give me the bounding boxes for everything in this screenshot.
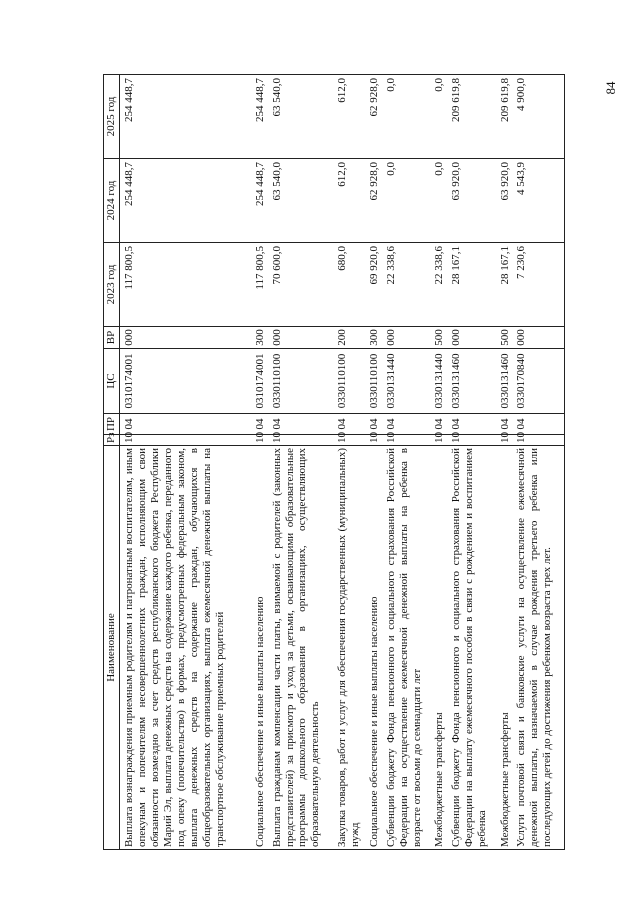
row-cs: 0310174001	[254, 349, 270, 414]
row-name: Услуги почтовой связи и банковские услуги на осуществление ежемесячной денежной выплаты, назначаемой в случае рождения третьего ребенка или последующих детей до достижения ребенком возраста трех лет.	[515, 446, 565, 850]
page-number: 84	[603, 81, 618, 95]
row-cs: 0330110100	[368, 349, 384, 414]
row-2023: 7 230,6	[515, 243, 565, 327]
row-2025: 0,0	[385, 75, 434, 159]
header-2024: 2024 год	[104, 159, 120, 243]
row-2024: 63 920,0	[499, 159, 515, 243]
row-name: Выплата вознаграждения приемным родителям и патронатным воспитателям, иным опекунам и попечителям несовершеннолетних граждан, исполняющим свои обязанности возмездно за счет средств республиканского бюджета Республики Марий Эл, выплата денежных средств на содержание каждого ребенка, переданного под опеку (попечительство) в формах, предусмотренных федеральным законом, выплата денежных средств на содержание граждан, обучающихся в общеобразовательных организациях, выплата ежемесячной денежной выплаты на транспортное обслуживание приемных родителей	[120, 446, 255, 850]
row-vr: 000	[271, 327, 336, 349]
header-2025: 2025 год	[104, 75, 120, 159]
row-pr: 04	[515, 414, 565, 435]
header-2023: 2023 год	[104, 243, 120, 327]
row-2023: 28 167,1	[499, 243, 515, 327]
row-pr: 04	[499, 414, 515, 435]
row-rz: 10	[385, 435, 434, 446]
row-vr: 500	[433, 327, 449, 349]
row-2024: 254 448,7	[254, 159, 270, 243]
row-pr: 04	[254, 414, 270, 435]
header-rz: Рз	[104, 435, 120, 446]
row-2025: 254 448,7	[120, 75, 255, 159]
header-pr: ПР	[104, 414, 120, 435]
table-header-row	[104, 75, 120, 850]
row-2023: 22 338,6	[433, 243, 449, 327]
row-vr: 000	[120, 327, 255, 349]
row-vr: 200	[336, 327, 369, 349]
table-row	[385, 75, 434, 850]
budget-table	[103, 74, 565, 850]
row-cs: 0330170840	[515, 349, 565, 414]
row-pr: 04	[271, 414, 336, 435]
row-2024: 254 448,7	[120, 159, 255, 243]
row-rz: 10	[499, 435, 515, 446]
row-rz: 10	[368, 435, 384, 446]
row-name: Закупка товаров, работ и услуг для обеспечения государственных (муниципальных) нужд	[336, 446, 369, 850]
row-vr: 000	[515, 327, 565, 349]
table-row	[450, 75, 499, 850]
row-pr: 04	[385, 414, 434, 435]
row-rz: 10	[254, 435, 270, 446]
row-name: Субвенции бюджету Фонда пенсионного и социального страхования Российской Федерации на осуществление ежемесячной денежной выплаты на ребенка в возрасте от восьми до семнадцати лет	[385, 446, 434, 850]
table-row	[336, 75, 369, 850]
table-row	[499, 75, 515, 850]
row-pr: 04	[368, 414, 384, 435]
row-2025: 209 619,8	[499, 75, 515, 159]
row-name: Социальное обеспечение и иные выплаты населению	[254, 446, 270, 850]
row-pr: 04	[450, 414, 499, 435]
row-cs: 0330131440	[433, 349, 449, 414]
row-2025: 254 448,7	[254, 75, 270, 159]
row-name: Социальное обеспечение и иные выплаты населению	[368, 446, 384, 850]
table-row	[433, 75, 449, 850]
table-row	[120, 75, 255, 850]
budget-table-sheet	[103, 75, 565, 850]
row-2023: 22 338,6	[385, 243, 434, 327]
row-2025: 209 619,8	[450, 75, 499, 159]
row-cs: 0330131460	[450, 349, 499, 414]
row-rz: 10	[120, 435, 255, 446]
row-pr: 04	[120, 414, 255, 435]
row-2025: 63 540,0	[271, 75, 336, 159]
row-2024: 63 920,0	[450, 159, 499, 243]
row-2023: 69 920,0	[368, 243, 384, 327]
row-2025: 4 900,0	[515, 75, 565, 159]
row-2025: 612,0	[336, 75, 369, 159]
row-2023: 117 800,5	[254, 243, 270, 327]
row-vr: 300	[368, 327, 384, 349]
row-pr: 04	[433, 414, 449, 435]
row-cs: 0330110100	[271, 349, 336, 414]
row-2023: 70 600,0	[271, 243, 336, 327]
row-vr: 500	[499, 327, 515, 349]
row-2023: 680,0	[336, 243, 369, 327]
row-vr: 000	[385, 327, 434, 349]
row-vr: 300	[254, 327, 270, 349]
row-name: Межбюджетные трансферты	[499, 446, 515, 850]
row-rz: 10	[515, 435, 565, 446]
row-2024: 63 540,0	[271, 159, 336, 243]
row-rz: 10	[336, 435, 369, 446]
row-cs: 0330131440	[385, 349, 434, 414]
row-rz: 10	[450, 435, 499, 446]
row-vr: 000	[450, 327, 499, 349]
header-vr: ВР	[104, 327, 120, 349]
row-cs: 0310174001	[120, 349, 255, 414]
row-name: Субвенции бюджету Фонда пенсионного и социального страхования Российской Федерации на выплату ежемесячного пособия в связи с рождением и воспитанием ребенка	[450, 446, 499, 850]
row-2025: 0,0	[433, 75, 449, 159]
row-2024: 0,0	[433, 159, 449, 243]
row-2024: 612,0	[336, 159, 369, 243]
table-row	[271, 75, 336, 850]
row-2024: 0,0	[385, 159, 434, 243]
row-2024: 4 543,9	[515, 159, 565, 243]
table-row	[254, 75, 270, 850]
row-cs: 0330131460	[499, 349, 515, 414]
row-2025: 62 928,0	[368, 75, 384, 159]
row-cs: 0330110100	[336, 349, 369, 414]
row-name: Межбюджетные трансферты	[433, 446, 449, 850]
header-cs: ЦС	[104, 349, 120, 414]
row-rz: 10	[271, 435, 336, 446]
row-pr: 04	[336, 414, 369, 435]
table-row	[368, 75, 384, 850]
row-rz: 10	[433, 435, 449, 446]
row-2023: 117 800,5	[120, 243, 255, 327]
table-row	[515, 75, 565, 850]
row-name: Выплата гражданам компенсации части платы, взимаемой с родителей (законных представителей) за присмотр и уход за детьми, осваивающими образовательные программы дошкольного образования в организациях, осуществляющих образовательную деятельность	[271, 446, 336, 850]
row-2024: 62 928,0	[368, 159, 384, 243]
header-name: Наименование	[104, 446, 120, 850]
row-2023: 28 167,1	[450, 243, 499, 327]
